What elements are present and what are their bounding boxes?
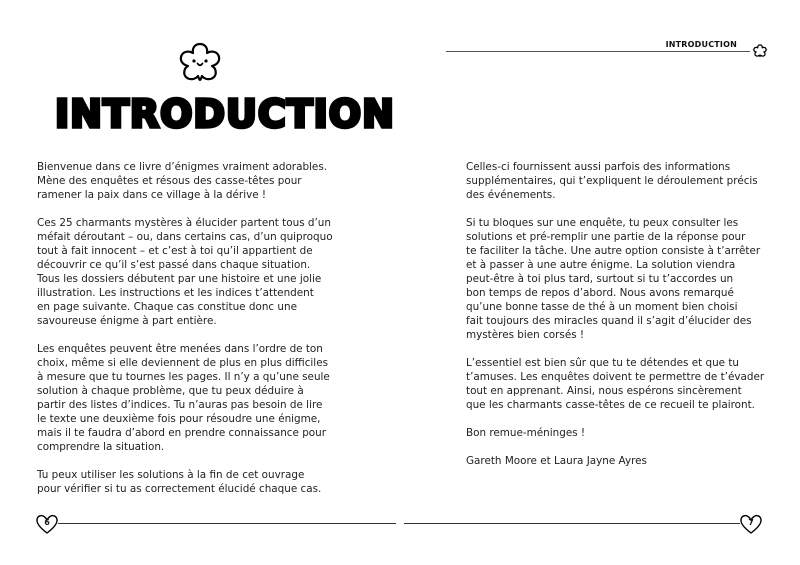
text-line: méfait déroutant – ou, dans certains cas, d’un quiproquo bbox=[37, 231, 333, 243]
paragraph bbox=[466, 426, 796, 440]
page-number: 6 bbox=[44, 518, 50, 527]
text-line: mais il te faudra d’abord en prendre connaissance pour bbox=[37, 427, 327, 439]
paragraph bbox=[466, 160, 796, 202]
text-line: tout à fait innocent – et c’est à toi qu’il appartient de bbox=[37, 245, 313, 257]
text-line: mystères bien corsés ! bbox=[466, 329, 585, 341]
text-line: t’amuses. Les enquêtes doivent te permettre de t’évader bbox=[466, 371, 765, 383]
text-line: savoureuse énigme à part entière. bbox=[37, 315, 217, 327]
text-line: à mesure que tu tournes les pages. Il n’y a qu’une seule bbox=[37, 371, 330, 383]
text-line: Bon remue-méninges ! bbox=[466, 427, 586, 439]
paragraph bbox=[466, 454, 796, 468]
text-line: Tu peux utiliser les solutions à la fin de cet ouvrage bbox=[37, 469, 305, 481]
text-line: tout en apprenant. Ainsi, nous espérons sincèrement bbox=[466, 385, 742, 397]
paragraph bbox=[37, 160, 377, 202]
smiling-flower-icon bbox=[175, 40, 225, 86]
text-line: te faciliter la tâche. Une autre option consiste à t’arrêter bbox=[466, 245, 761, 257]
text-line: découvrir ce qu’il s’est passé dans chaque situation. bbox=[37, 259, 311, 271]
right-body-text bbox=[466, 160, 796, 482]
text-line: bon temps de repos d’abord. Nous avons remarqué bbox=[466, 287, 734, 299]
text-line: fait toujours des miracles quand il s’agit d’élucider des bbox=[466, 315, 752, 327]
paragraph bbox=[37, 468, 377, 496]
page-title: INTRODUCTION bbox=[55, 92, 395, 136]
text-line: L’essentiel est bien sûr que tu te détendes et que tu bbox=[466, 357, 740, 369]
paragraph bbox=[37, 216, 377, 328]
text-line: qu’une bonne tasse de thé à un moment bien choisi bbox=[466, 301, 738, 313]
text-line: des événements. bbox=[466, 189, 556, 201]
text-line: Les enquêtes peuvent être menées dans l’ordre de ton bbox=[37, 343, 323, 355]
left-body-text bbox=[37, 160, 377, 510]
text-line: illustration. Les instructions et les indices t’attendent bbox=[37, 287, 314, 299]
text-line: solutions et pré-remplir une partie de la réponse pour bbox=[466, 231, 746, 243]
text-line: et à passer à une autre énigme. La solution viendra bbox=[466, 259, 736, 271]
text-line: solution à chaque problème, que tu peux déduire à bbox=[37, 385, 304, 397]
right-page bbox=[400, 0, 800, 565]
text-line: Mène des enquêtes et résous des casse-têtes pour bbox=[37, 175, 302, 187]
running-head: INTRODUCTION bbox=[665, 40, 737, 49]
text-line: comprendre la situation. bbox=[37, 441, 165, 453]
text-line: choix, même si elle deviennent de plus en plus difficiles bbox=[37, 357, 328, 369]
text-line: pour vérifier si tu as correctement élucidé chaque cas. bbox=[37, 483, 322, 495]
text-line: Ces 25 charmants mystères à élucider partent tous d’un bbox=[37, 217, 331, 229]
text-line: le texte une deuxième fois pour résoudre une énigme, bbox=[37, 413, 321, 425]
text-line: Tous les dossiers débutent par une histoire et une jolie bbox=[37, 273, 322, 285]
text-line: en page suivante. Chaque cas constitue donc une bbox=[37, 301, 297, 313]
text-line: Gareth Moore et Laura Jayne Ayres bbox=[466, 455, 647, 467]
text-line: supplémentaires, qui t’expliquent le déroulement précis bbox=[466, 175, 758, 187]
paragraph bbox=[37, 342, 377, 454]
paragraph bbox=[466, 216, 796, 342]
text-line: que les charmants casse-têtes de ce recueil te plairont. bbox=[466, 399, 755, 411]
page-number: 7 bbox=[748, 518, 754, 527]
footer-rule bbox=[404, 523, 740, 524]
flower-icon bbox=[752, 43, 768, 59]
header-rule bbox=[446, 51, 750, 52]
text-line: peut-être à toi plus tard, surtout si tu t’accordes un bbox=[466, 273, 734, 285]
text-line: partir des listes d’indices. Tu n’auras pas besoin de lire bbox=[37, 399, 323, 411]
text-line: Si tu bloques sur une enquête, tu peux consulter les bbox=[466, 217, 739, 229]
text-line: Bienvenue dans ce livre d’énigmes vraiment adorables. bbox=[37, 161, 328, 173]
paragraph bbox=[466, 356, 796, 412]
footer-rule bbox=[58, 523, 396, 524]
text-line: ramener la paix dans ce village à la dérive ! bbox=[37, 189, 267, 201]
text-line: Celles-ci fournissent aussi parfois des informations bbox=[466, 161, 731, 173]
